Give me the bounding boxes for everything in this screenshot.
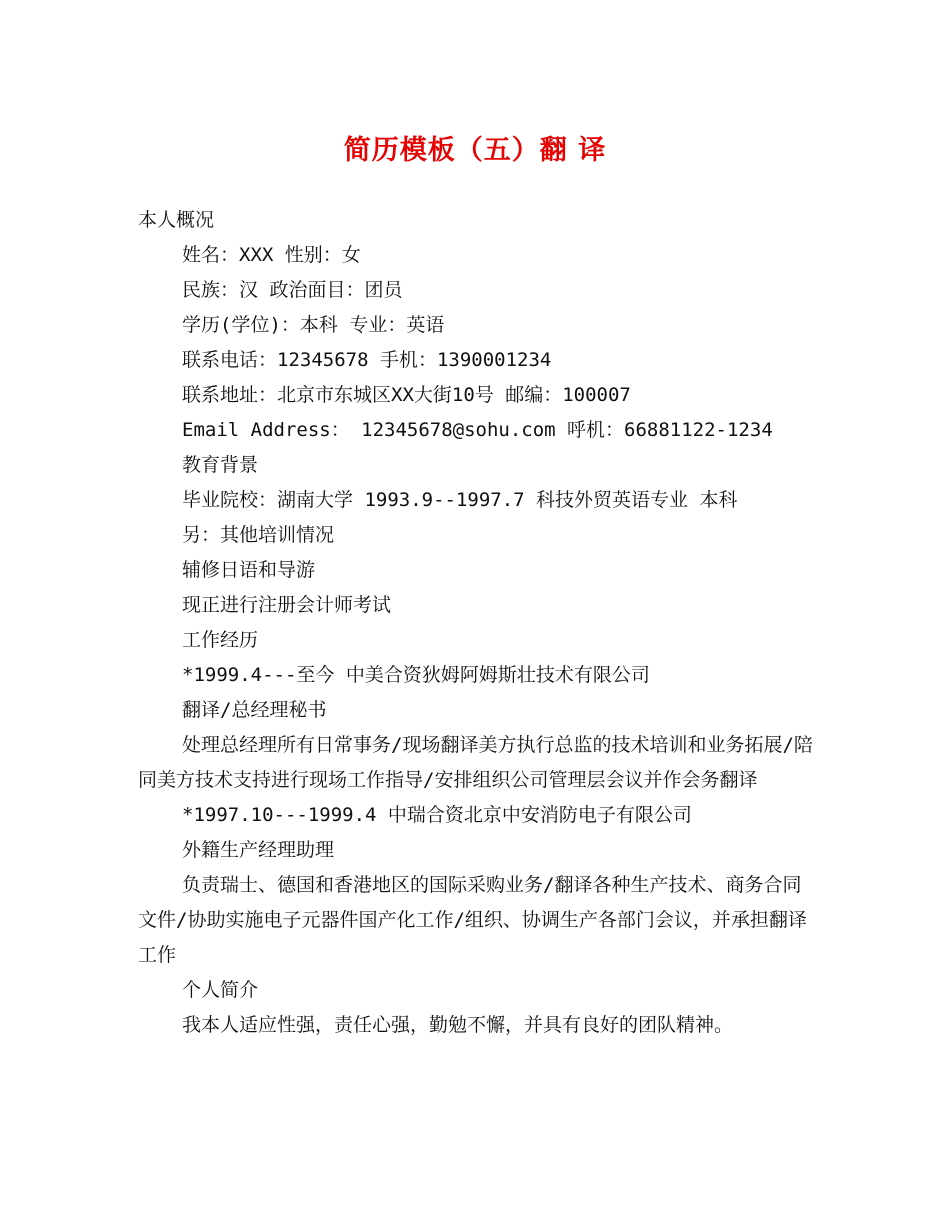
other-training-line: 另：其他培训情况 bbox=[182, 524, 335, 546]
cpa-exam-line: 现正进行注册会计师考试 bbox=[182, 594, 392, 616]
section-heading-work: 工作经历 bbox=[182, 629, 259, 651]
email-pager-line: Email Address： 12345678@sohu.com 呼机：66881122-1234 bbox=[182, 419, 773, 441]
ethnicity-politics-line: 民族：汉 政治面目：团员 bbox=[182, 279, 403, 301]
job2-position-line: 外籍生产经理助理 bbox=[182, 839, 335, 861]
job1-company-line: *1999.4---至今 中美合资狄姆阿姆斯壮技术有限公司 bbox=[182, 664, 650, 686]
intro-text: 我本人适应性强，责任心强，勤勉不懈，并具有良好的团队精神。 bbox=[182, 1014, 734, 1036]
minor-line: 辅修日语和导游 bbox=[182, 559, 316, 581]
job2-company-line: *1997.10---1999.4 中瑞合资北京中安消防电子有限公司 bbox=[182, 804, 692, 826]
name-gender-line: 姓名：XXX 性别：女 bbox=[182, 244, 361, 266]
job1-position-line: 翻译/总经理秘书 bbox=[182, 699, 327, 721]
school-line: 毕业院校：湖南大学 1993.9--1997.7 科技外贸英语专业 本科 bbox=[182, 489, 738, 511]
section-heading-intro: 个人简介 bbox=[182, 979, 259, 1001]
section-heading-education: 教育背景 bbox=[182, 454, 259, 476]
document-title: 简历模板（五）翻 译 bbox=[343, 135, 607, 166]
section-heading-overview: 本人概况 bbox=[138, 209, 215, 231]
document-body bbox=[138, 203, 818, 1043]
job2-description: 负责瑞士、德国和香港地区的国际采购业务/翻译各种生产技术、商务合同文件/协助实施电子元器件国产化工作/组织、协调生产各部门会议，并承担翻译工作 bbox=[138, 874, 807, 966]
degree-major-line: 学历(学位)：本科 专业：英语 bbox=[182, 314, 445, 336]
address-line: 联系地址：北京市东城区XX大街10号 邮编：100007 bbox=[182, 384, 631, 406]
job1-description: 处理总经理所有日常事务/现场翻译美方执行总监的技术培训和业务拓展/陪同美方技术支持进行现场工作指导/安排组织公司管理层会议并作会务翻译 bbox=[138, 734, 813, 791]
phone-line: 联系电话：12345678 手机：1390001234 bbox=[182, 349, 552, 371]
